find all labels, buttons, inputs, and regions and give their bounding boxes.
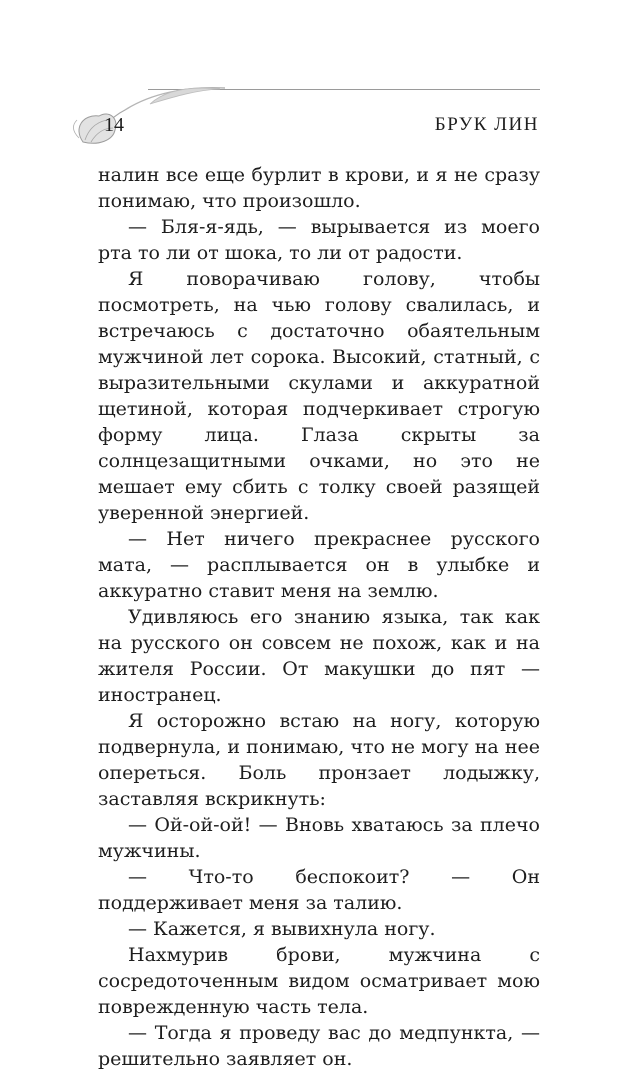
running-head: БРУК ЛИН [434, 114, 539, 135]
paragraph: — Ой-ой-ой! — Вновь хватаюсь за плечо мужчины. [98, 814, 540, 862]
paragraph: — Тогда я проведу вас до медпункта, — решительно заявляет он. [98, 1022, 540, 1070]
paragraph: — Бля-я-ядь, — вырывается из моего рта то ли от шока, то ли от радости. [98, 216, 540, 264]
paragraph: Я осторожно встаю на ногу, которую подвернула, и понимаю, что не могу на нее опереться. Боль пронзает лодыжку, заставляя вскрикнуть: [98, 710, 540, 810]
paragraph: Я поворачиваю голову, чтобы посмотреть, на чью голову свалилась, и встречаюсь с достаточно обаятельным мужчиной лет сорока. Высокий, статный, с выразительными скулами и аккуратной щетиной, которая подчеркивает строгую форму лица. Глаза скрыты за солнцезащитными очками, но это не мешает ему сбить с толку своей разящей уверенной энергией. [98, 268, 540, 524]
page-number: 14 [104, 114, 124, 136]
tulip-ornament-icon [55, 80, 225, 160]
paragraph: налин все еще бурлит в крови, и я не сразу понимаю, что произошло. [98, 164, 540, 212]
paragraph: Удивляюсь его знанию языка, так как на русского он совсем не похож, как и на жителя России. От макушки до пят — иностранец. [98, 606, 540, 706]
paragraph: Нахмурив брови, мужчина с сосредоточенным видом осматривает мою поврежденную часть тела. [98, 944, 540, 1018]
paragraph: — Что-то беспокоит? — Он поддерживает меня за талию. [98, 866, 540, 914]
book-text [98, 162, 540, 1072]
paragraph: — Кажется, я вывихнула ногу. [128, 918, 436, 940]
paragraph: — Нет ничего прекраснее русского мата, — расплывается он в улыбке и аккуратно ставит меня на землю. [98, 528, 540, 602]
